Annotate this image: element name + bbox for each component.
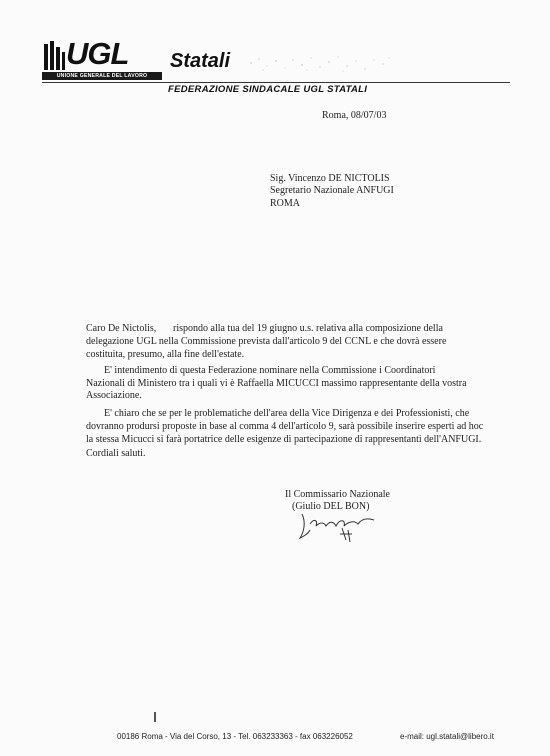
- body-line: rispondo alla tua del 19 giugno u.s. relativa alla composizione della: [173, 323, 443, 334]
- scan-mark: [152, 712, 158, 722]
- recipient-role: Segretario Nazionale ANFUGI: [270, 185, 394, 196]
- scan-noise-texture: [245, 54, 395, 74]
- brand-name: Statali: [170, 50, 231, 72]
- handwritten-signature: [298, 510, 378, 544]
- signatory-name: (Giulio DEL BON): [292, 501, 370, 512]
- body-line: Nazionali di Ministero tra i quali vi è Raffaella MICUCCI massimo rappresentante della vostra: [86, 378, 467, 389]
- salutation: Caro De Nictolis,: [86, 323, 157, 334]
- footer-email: e-mail: ugl.statali@libero.it: [400, 732, 494, 741]
- recipient-city: ROMA: [270, 198, 301, 209]
- letterhead-rule: [42, 82, 510, 83]
- body-line: E' intendimento di questa Federazione nominare nella Commissione i Coordinatori: [104, 365, 436, 376]
- closing: Cordiali saluti.: [86, 448, 146, 459]
- body-line: costituita, presumo, alla fine dell'estate.: [86, 349, 245, 360]
- footer-address: 00186 Roma - Via del Corso, 13 - Tel. 063233363 - fax 063226052: [117, 732, 353, 741]
- body-line: E' chiaro che se per le problematiche dell'area della Vice Dirigenza e dei Professionisti, che: [104, 408, 470, 419]
- logo-text: UGL: [66, 36, 129, 71]
- logo-emblem-icon: [42, 38, 66, 72]
- body-line: Associazione.: [86, 390, 142, 401]
- logo-strip-text: UNIONE GENERALE DEL LAVORO: [42, 72, 162, 80]
- signatory-title: Il Commissario Nazionale: [285, 489, 390, 500]
- ugl-logo: [42, 38, 162, 80]
- letter-date: Roma, 08/07/03: [322, 110, 387, 121]
- federation-name: FEDERAZIONE SINDACALE UGL STATALI: [168, 84, 368, 95]
- body-line: dovranno prodursi proposte in base al comma 4 dell'articolo 9, sarà possibile inserire esperti ad hoc: [86, 421, 484, 432]
- recipient-name: Sig. Vincenzo DE NICTOLIS: [270, 173, 390, 184]
- body-line: la stessa Micucci si farà portatrice delle esigenze di partecipazione di rappresentanti dell'ANFUGI.: [86, 434, 482, 445]
- body-line: delegazione UGL nella Commissione prevista dall'articolo 9 del CCNL e che dovrà essere: [86, 336, 447, 347]
